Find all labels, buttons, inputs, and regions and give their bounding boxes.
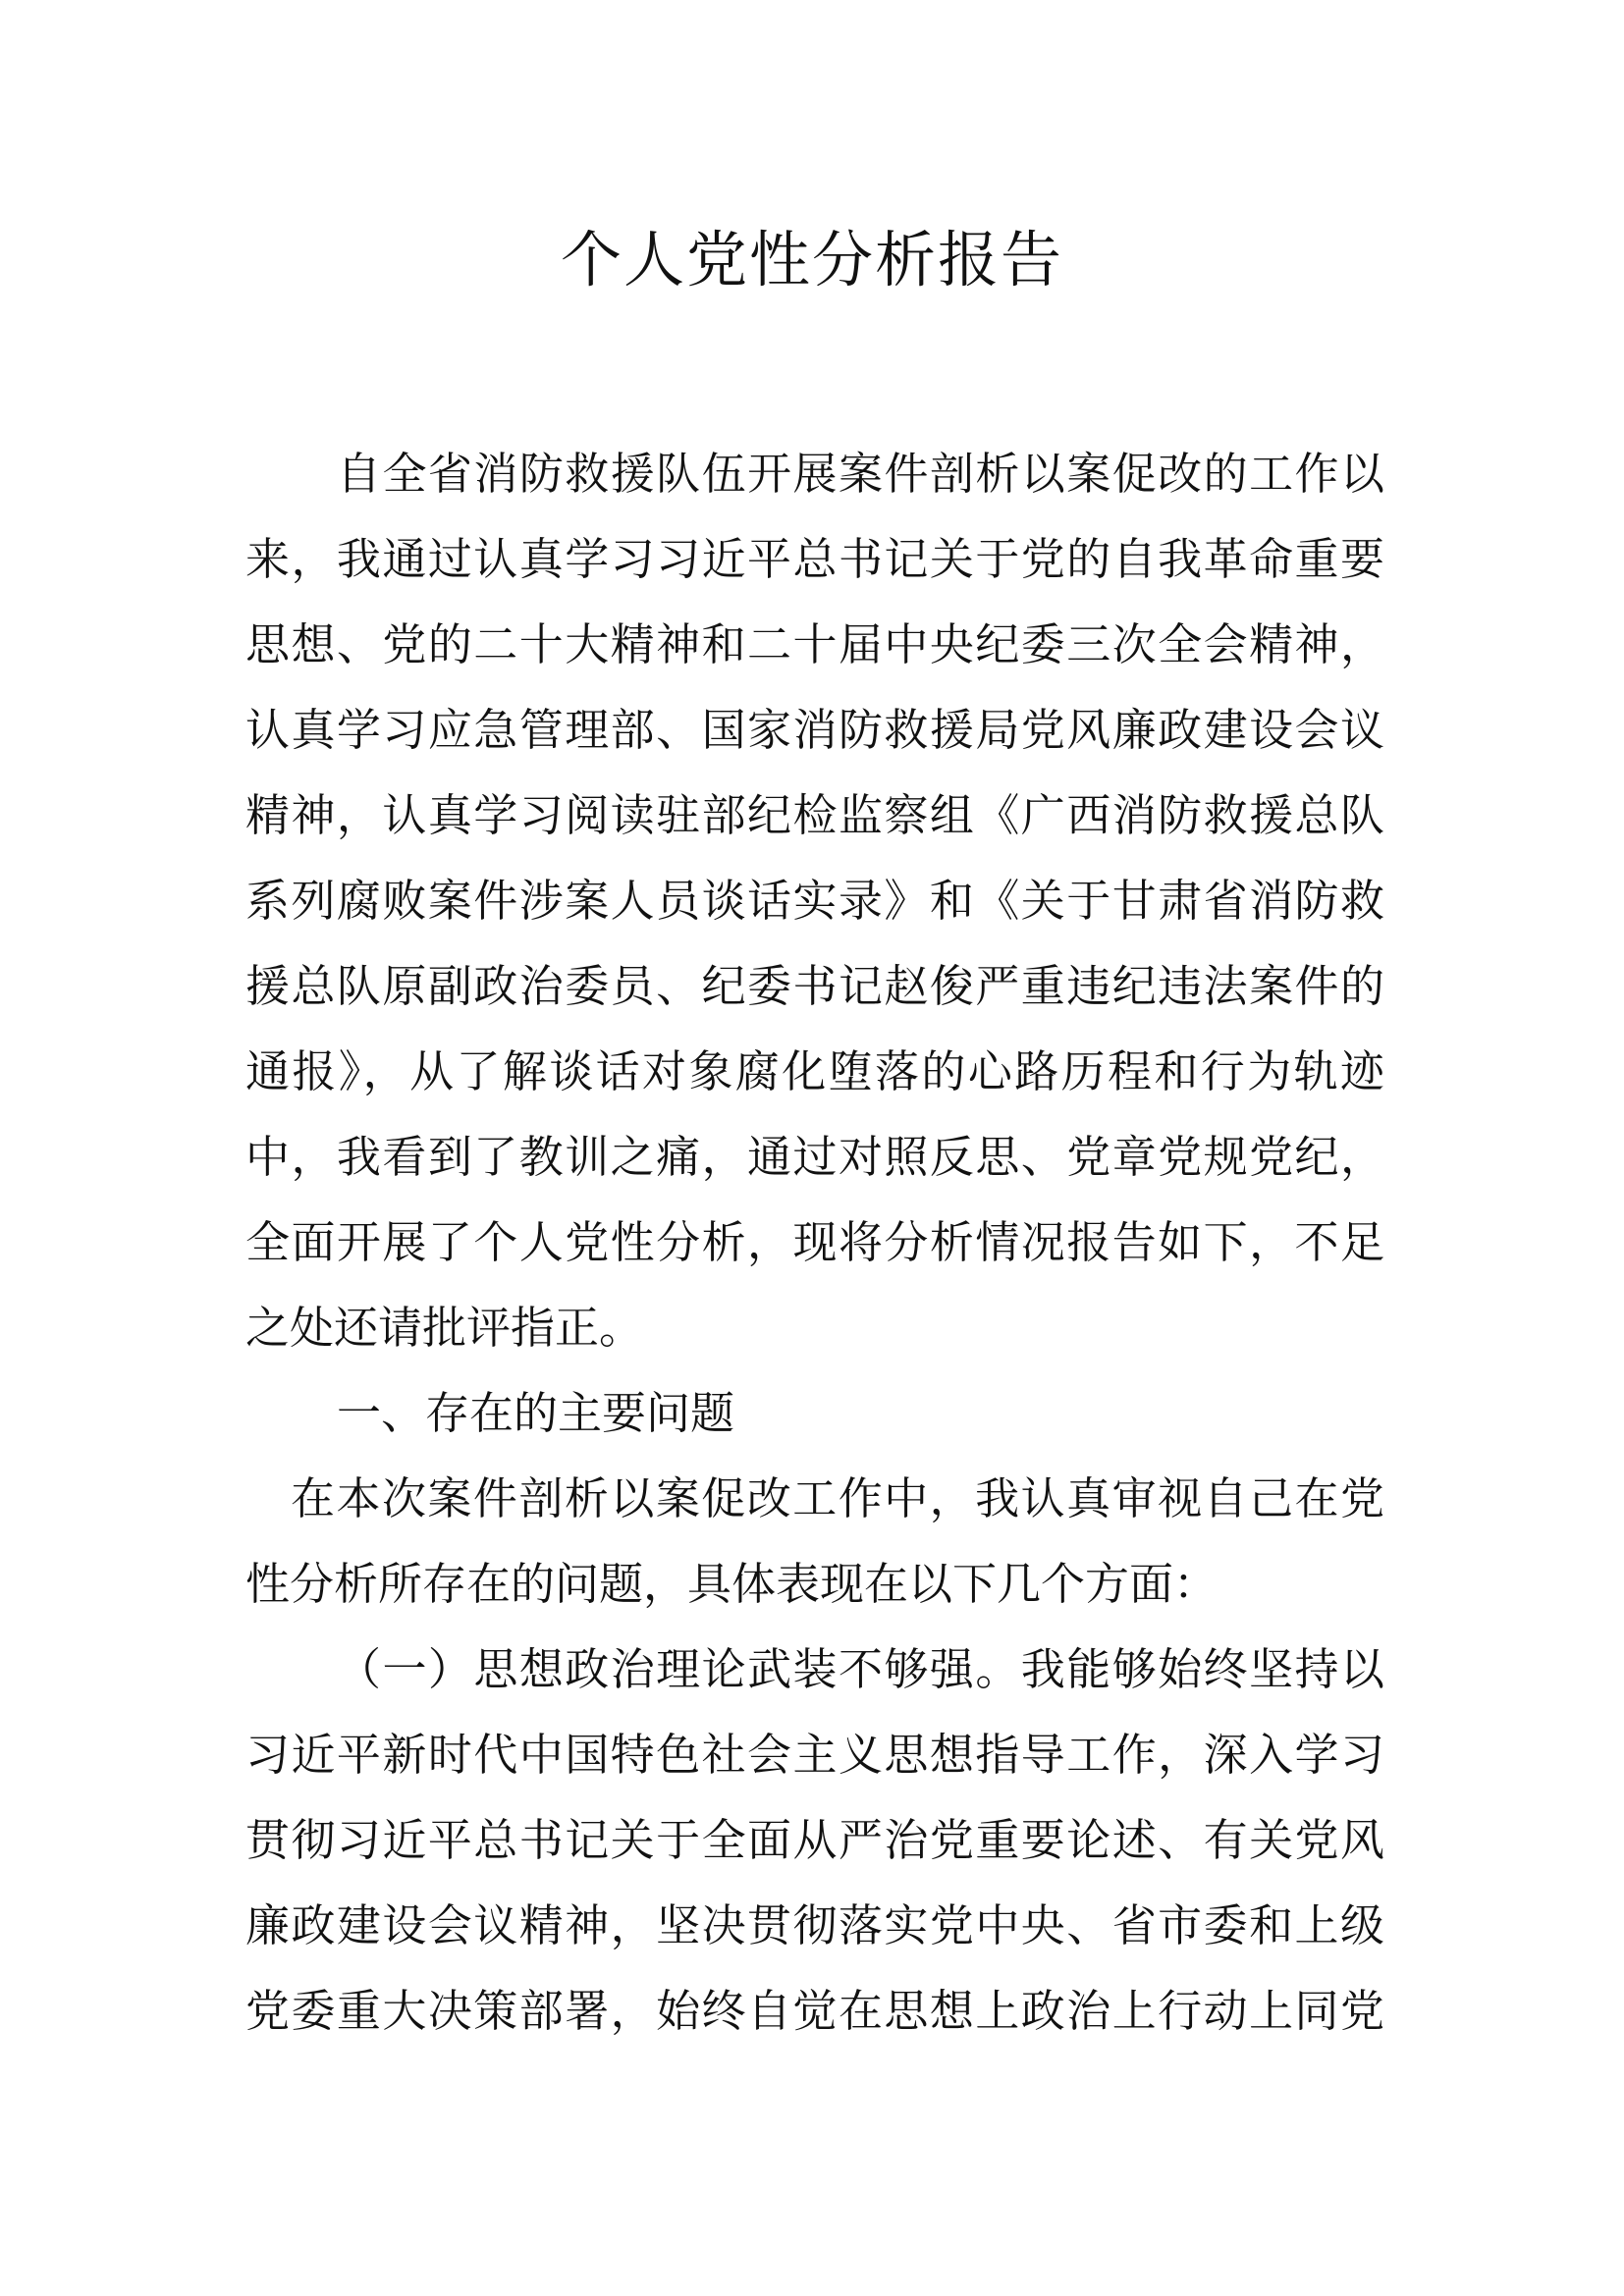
section-heading: 一、存在的主要问题 — [337, 1387, 735, 1439]
paragraph-line: 贯彻习近平总书记关于全面从严治党重要论述、有关党风 — [245, 1814, 1384, 1866]
paragraph-line: 来，我通过认真学习习近平总书记关于党的自我革命重要 — [245, 533, 1384, 585]
paragraph-line: 思想、党的二十大精神和二十届中央纪委三次全会精神， — [245, 618, 1384, 670]
paragraph-line: 在本次案件剖析以案促改工作中，我认真审视自己在党 — [291, 1472, 1384, 1524]
subsection-line: （一）思想政治理论武装不够强。我能够始终坚持以 — [337, 1643, 1384, 1695]
paragraph-line: 自全省消防救援队伍开展案件剖析以案促改的工作以 — [337, 448, 1384, 500]
document-title: 个人党性分析报告 — [560, 224, 1063, 295]
paragraph-line: 认真学习应急管理部、国家消防救援局党风廉政建设会议 — [245, 704, 1384, 756]
paragraph-line: 性分析所存在的问题，具体表现在以下几个方面： — [245, 1558, 1218, 1610]
paragraph-line: 援总队原副政治委员、纪委书记赵俊严重违纪违法案件的 — [245, 960, 1384, 1012]
paragraph-line: 习近平新时代中国特色社会主义思想指导工作，深入学习 — [245, 1729, 1384, 1781]
paragraph-line: 中，我看到了教训之痛，通过对照反思、党章党规党纪， — [245, 1131, 1384, 1183]
paragraph-line: 系列腐败案件涉案人员谈话实录》和《关于甘肃省消防救 — [245, 875, 1384, 927]
paragraph-line: 之处还请批评指正。 — [245, 1302, 644, 1354]
paragraph-line: 全面开展了个人党性分析，现将分析情况报告如下，不足 — [245, 1216, 1384, 1268]
paragraph-line: 精神，认真学习阅读驻部纪检监察组《广西消防救援总队 — [245, 789, 1384, 841]
paragraph-line: 廉政建设会议精神，坚决贯彻落实党中央、省市委和上级 — [245, 1899, 1384, 1951]
paragraph-line: 通报》，从了解谈话对象腐化堕落的心路历程和行为轨迹 — [245, 1045, 1384, 1097]
paragraph-line: 党委重大决策部署，始终自觉在思想上政治上行动上同党 — [245, 1985, 1384, 2037]
